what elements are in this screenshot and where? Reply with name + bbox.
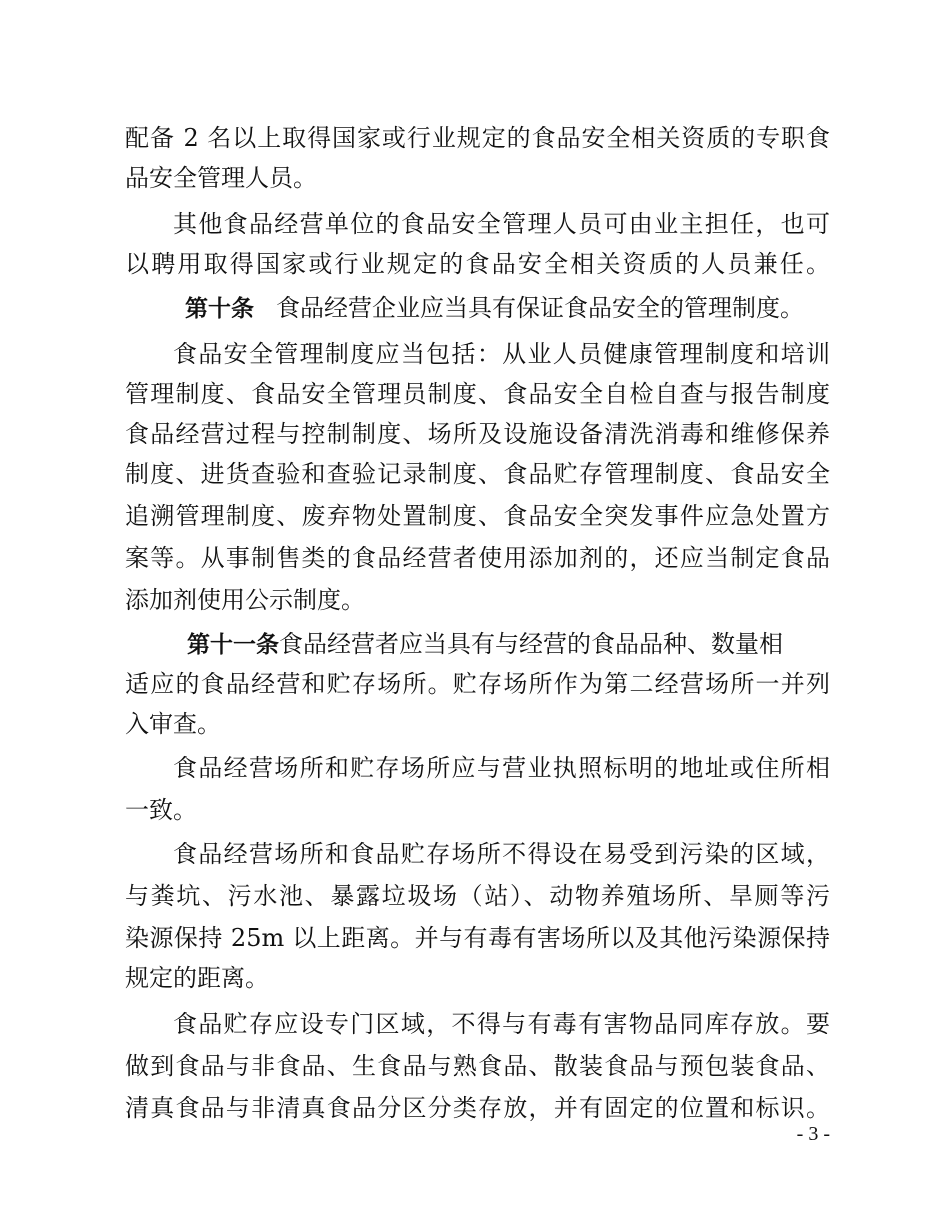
line-text: 食品经营场所和食品贮存场所不得设在易受到污染的区域， <box>173 840 830 868</box>
body-line <box>173 834 830 874</box>
body-line <box>125 918 830 958</box>
body-line <box>125 158 830 198</box>
line-text: 追溯管理制度、废弃物处置制度、食品安全突发事件应急处置方 <box>125 502 830 530</box>
line-text: 做到食品与非食品、生食品与熟食品、散装食品与预包装食品、 <box>125 1052 830 1080</box>
body-line <box>125 454 830 494</box>
body-line <box>173 334 830 374</box>
line-text: 染源保持 25m 以上距离。并与有毒有害场所以及其他污染源保持 <box>125 924 830 952</box>
line-text: 以聘用取得国家或行业规定的食品安全相关资质的人员兼任。 <box>125 250 830 278</box>
page-number: - 3 - <box>796 1123 830 1145</box>
body-line <box>173 204 830 244</box>
line-text: 制度、进货查验和查验记录制度、食品贮存管理制度、食品安全 <box>125 460 830 488</box>
line-text: 适应的食品经营和贮存场所。贮存场所作为第二经营场所一并列 <box>125 670 830 698</box>
body-line <box>125 790 830 830</box>
body-line <box>125 958 830 998</box>
article-10-line <box>185 288 830 328</box>
line-text: 食品安全管理制度应当包括：从业人员健康管理制度和培训 <box>173 340 830 368</box>
article-10-heading: 第十条 <box>185 296 254 322</box>
line-text: 规定的距离。 <box>125 964 269 992</box>
line-text: 食品经营企业应当具有保证食品安全的管理制度。 <box>276 294 804 322</box>
line-text: 食品贮存应设专门区域，不得与有毒有害物品同库存放。要 <box>173 1010 830 1038</box>
body-line <box>125 1046 830 1086</box>
line-text: 品安全管理人员。 <box>125 164 317 192</box>
body-line <box>125 664 830 704</box>
line-text: 其他食品经营单位的食品安全管理人员可由业主担任，也可 <box>173 210 830 238</box>
line-text: 案等。从事制售类的食品经营者使用添加剂的，还应当制定食品 <box>125 544 830 572</box>
line-text: 食品经营场所和贮存场所应与营业执照标明的地址或住所相 <box>173 754 830 782</box>
body-line <box>125 244 830 284</box>
body-line <box>125 374 830 414</box>
line-text: 与粪坑、污水池、暴露垃圾场（站）、动物养殖场所、旱厕等污 <box>125 882 830 910</box>
body-line <box>125 414 830 454</box>
line-text: 清真食品与非清真食品分区分类存放，并有固定的位置和标识。 <box>125 1094 830 1122</box>
line-text: 配备 2 名以上取得国家或行业规定的食品安全相关资质的专职食 <box>125 124 830 152</box>
body-line <box>173 1004 830 1044</box>
body-line <box>173 748 830 788</box>
body-line <box>125 538 830 578</box>
line-text: 食品经营者应当具有与经营的食品品种、数量相 <box>279 630 783 658</box>
body-line <box>125 118 830 158</box>
line-text: 一致。 <box>125 796 197 824</box>
line-text: 管理制度、食品安全管理员制度、食品安全自检自查与报告制度 <box>125 380 830 408</box>
body-line <box>125 704 830 744</box>
line-text: 添加剂使用公示制度。 <box>125 586 365 614</box>
article-11-line <box>187 624 830 664</box>
article-11-heading: 第十一条 <box>187 632 279 658</box>
body-line <box>125 496 830 536</box>
line-text: 食品经营过程与控制制度、场所及设施设备清洗消毒和维修保养 <box>125 420 830 448</box>
body-line <box>125 876 830 916</box>
body-line <box>125 580 830 620</box>
line-text: 入审查。 <box>125 710 221 738</box>
body-line <box>125 1088 830 1128</box>
